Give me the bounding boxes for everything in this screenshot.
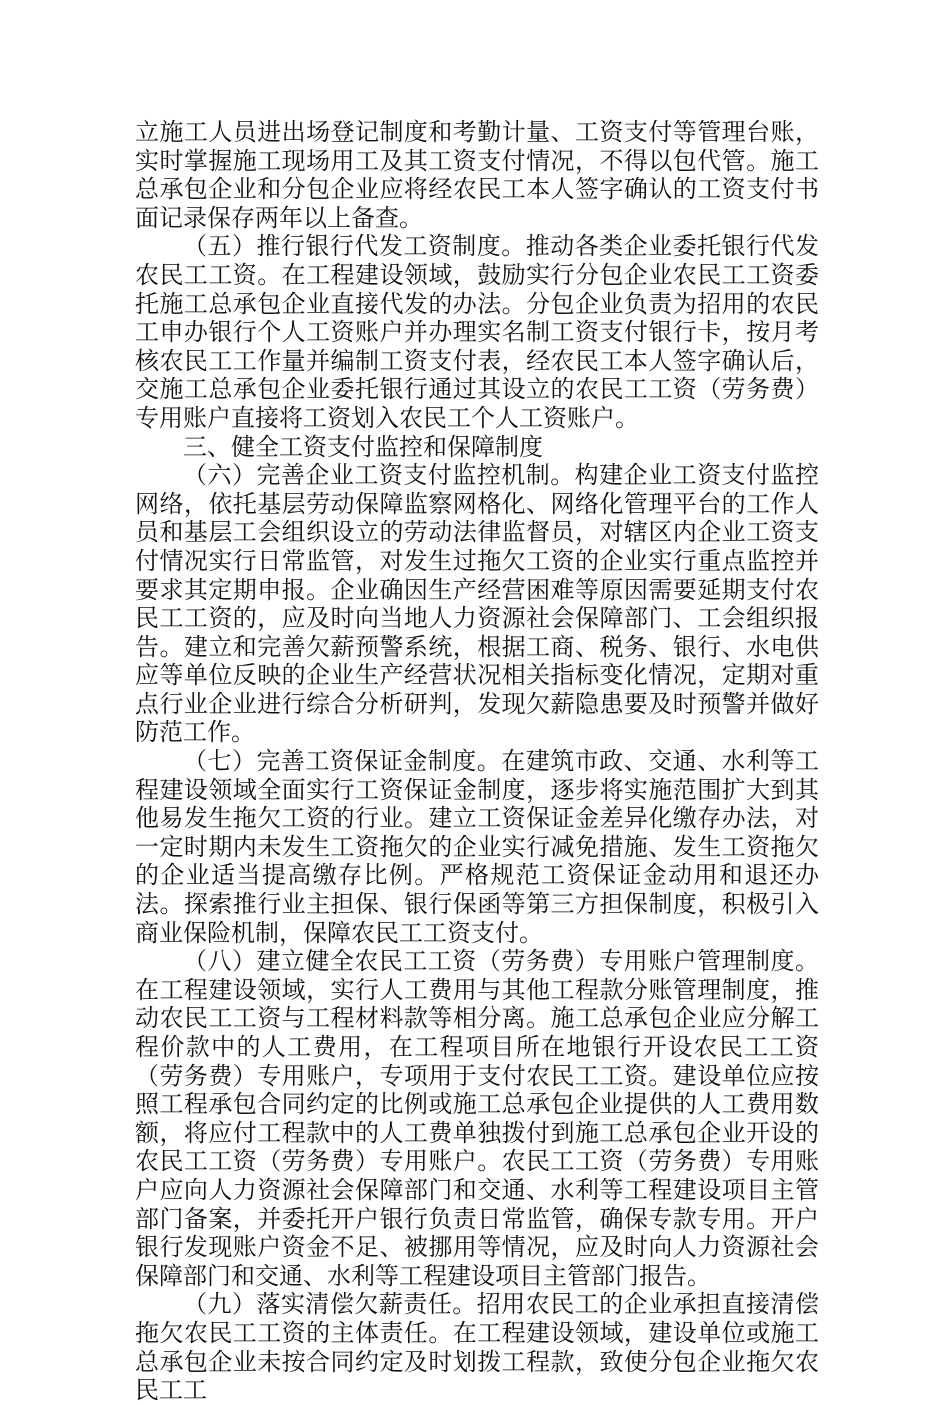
document-page bbox=[135, 118, 819, 1405]
paragraph-bank-payroll: （五）推行银行代发工资制度。推动各类企业委托银行代发农民工工资。在工程建设领域，鼓励实行分包企业农民工工资委托施工总承包企业直接代发的办法。分包企业负责为招用的农民工申办银行个人工资账户并办理实名制工资支付银行卡，按月考核农民工工作量并编制工资支付表，经农民工本人签字确认后，交施工总承包企业委托银行通过其设立的农民工工资（劳务费）专用账户直接将工资划入农民工个人工资账户。 bbox=[135, 232, 819, 432]
paragraph-special-account: （八）建立健全农民工工资（劳务费）专用账户管理制度。在工程建设领域，实行人工费用与其他工程款分账管理制度，推动农民工工资与工程材料款等相分离。施工总承包企业应分解工程价款中的人工费用，在工程项目所在地银行开设农民工工资（劳务费）专用账户，专项用于支付农民工工资。建设单位应按照工程承包合同约定的比例或施工总承包企业提供的人工费用数额，将应付工程款中的人工费单独拨付到施工总承包企业开设的农民工工资（劳务费）专用账户。农民工工资（劳务费）专用账户应向人力资源社会保障部门和交通、水利等工程建设项目主管部门备案，并委托开户银行负责日常监管，确保专款专用。开户银行发现账户资金不足、被挪用等情况，应及时向人力资源社会保障部门和交通、水利等工程建设项目主管部门报告。 bbox=[135, 947, 819, 1290]
section-heading-three: 三、健全工资支付监控和保障制度 bbox=[183, 432, 543, 461]
paragraph-wage-deposit: （七）完善工资保证金制度。在建筑市政、交通、水利等工程建设领域全面实行工资保证金制度，逐步将实施范围扩大到其他易发生拖欠工资的行业。建立工资保证金差异化缴存办法，对一定时期内未发生工资拖欠的企业实行减免措施、发生工资拖欠的企业适当提高缴存比例。严格规范工资保证金动用和退还办法。探索推行业主担保、银行保函等第三方担保制度，积极引入商业保险机制，保障农民工工资支付。 bbox=[135, 747, 819, 947]
paragraph-wage-monitoring: （六）完善企业工资支付监控机制。构建企业工资支付监控网络，依托基层劳动保障监察网格化、网络化管理平台的工作人员和基层工会组织设立的劳动法律监督员，对辖区内企业工资支付情况实行日常监管，对发生过拖欠工资的企业实行重点监控并要求其定期申报。企业确因生产经营困难等原因需要延期支付农民工工资的，应及时向当地人力资源社会保障部门、工会组织报告。建立和完善欠薪预警系统，根据工商、税务、银行、水电供应等单位反映的企业生产经营状况相关指标变化情况，定期对重点行业企业进行综合分析研判，发现欠薪隐患要及时预警并做好防范工作。 bbox=[135, 461, 819, 747]
paragraph-arrears-responsibility: （九）落实清偿欠薪责任。招用农民工的企业承担直接清偿拖欠农民工工资的主体责任。在工程建设领域，建设单位或施工总承包企业未按合同约定及时划拨工程款，致使分包企业拖欠农民工工 bbox=[135, 1290, 819, 1405]
paragraph-work-records: 立施工人员进出场登记制度和考勤计量、工资支付等管理台账，实时掌握施工现场用工及其工资支付情况，不得以包代管。施工总承包企业和分包企业应将经农民工本人签字确认的工资支付书面记录保存两年以上备查。 bbox=[135, 118, 819, 232]
